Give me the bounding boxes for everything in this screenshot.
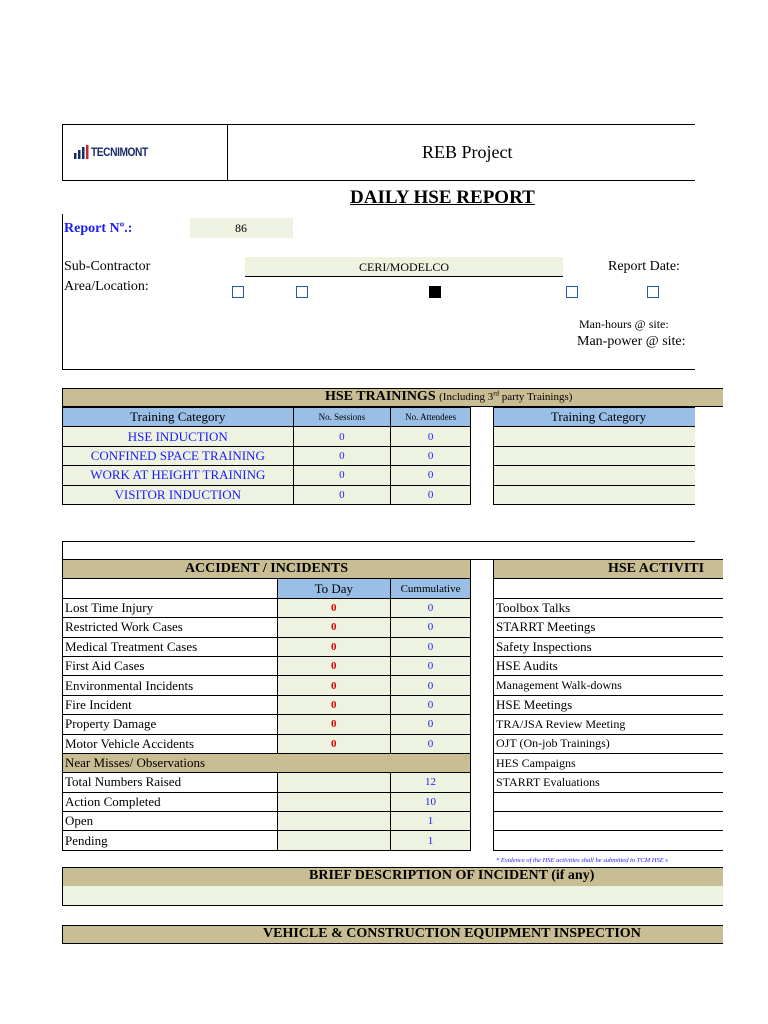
incident-name: Environmental Incidents [63,676,278,695]
trainings-title-sub-a: (Including 3 [439,391,494,403]
incident-row [63,656,471,675]
area-checkbox-3[interactable] [429,286,441,298]
incidents-header-row [63,579,471,598]
activities-blank-row [494,579,724,598]
col-sessions: No. Sessions [293,408,391,427]
training-row [63,466,471,485]
incident-row [63,618,471,637]
incident-name: Motor Vehicle Accidents [63,734,278,753]
area-checkbox-4[interactable] [566,286,578,298]
activity-row [494,715,724,734]
training-right-row[interactable] [494,427,696,446]
near-miss-name: Action Completed [63,792,278,811]
activities-title-row [494,560,724,579]
company-logo [74,145,158,159]
activity-row [494,598,724,617]
training-name: VISITOR INDUCTION [63,485,294,504]
incident-row [63,734,471,753]
trainings-title-sup: rd [493,389,500,398]
incident-today[interactable]: 0 [277,715,391,734]
area-checkbox-5[interactable] [647,286,659,298]
logo-text: TECNIMONT [91,145,148,159]
incident-cumulative[interactable]: 0 [391,676,471,695]
activities-title: HSE ACTIVITI [494,560,724,579]
near-miss-value[interactable]: 12 [391,773,471,792]
incident-row [63,637,471,656]
manhours-label: Man-hours @ site: [579,317,669,331]
training-sessions[interactable]: 0 [293,466,391,485]
activity-name [494,831,724,850]
activity-row [494,792,724,811]
incident-cumulative[interactable]: 0 [391,734,471,753]
training-row [63,446,471,465]
report-no-value: 86 [235,221,247,235]
area-checkbox-1[interactable] [232,286,244,298]
area-checkbox-2[interactable] [296,286,308,298]
activity-name: TRA/JSA Review Meeting [494,715,724,734]
activity-name [494,792,724,811]
activity-name: STARRT Evaluations [494,773,724,792]
subcontractor-label: Sub-Contractor [64,259,151,274]
activity-row [494,637,724,656]
trainings-title-sub-b: party Trainings) [499,391,573,403]
col-attendees: No. Attendees [391,408,471,427]
activities-footnote: * Evidence of the HSE activities shall be submitted to TCM HSE s [496,857,668,864]
training-attendees[interactable]: 0 [391,466,471,485]
near-miss-name: Pending [63,831,278,850]
near-miss-name: Open [63,812,278,831]
incidents-title: ACCIDENT / INCIDENTS [63,560,471,579]
near-miss-title-row [63,753,471,772]
area-label: Area/Location: [64,279,149,294]
incident-name: Restricted Work Cases [63,618,278,637]
activity-row [494,676,724,695]
near-miss-title: Near Misses/ Observations [63,753,471,772]
incident-row [63,598,471,617]
near-miss-value[interactable]: 1 [391,812,471,831]
activity-row [494,656,724,675]
trainings-table [62,407,471,505]
near-miss-row [63,792,471,811]
incident-today[interactable]: 0 [277,598,391,617]
near-miss-value[interactable]: 10 [391,792,471,811]
incident-row [63,676,471,695]
incident-name: Medical Treatment Cases [63,637,278,656]
training-row [63,427,471,446]
training-name: WORK AT HEIGHT TRAINING [63,466,294,485]
incident-today[interactable]: 0 [277,734,391,753]
near-miss-row [63,773,471,792]
activity-row [494,831,724,850]
activity-name: Toolbox Talks [494,598,724,617]
incident-cumulative[interactable]: 0 [391,695,471,714]
activity-name: Management Walk-downs [494,676,724,695]
near-miss-row [63,812,471,831]
incident-cumulative[interactable]: 0 [391,715,471,734]
training-row [63,485,471,504]
trainings-header-row [63,408,471,427]
activity-name: OJT (On-job Trainings) [494,734,724,753]
col-today: To Day [277,579,391,598]
trainings-right-table [493,407,695,505]
training-attendees[interactable]: 0 [391,485,471,504]
incident-row [63,715,471,734]
activities-table [493,559,723,851]
activity-row [494,753,724,772]
project-title: REB Project [422,142,513,162]
activity-name: Safety Inspections [494,637,724,656]
incident-name: Lost Time Injury [63,598,278,617]
activity-name [494,812,724,831]
training-attendees[interactable]: 0 [391,446,471,465]
activity-name: HSE Audits [494,656,724,675]
brief-title: BRIEF DESCRIPTION OF INCIDENT (if any) [309,868,595,883]
trainings-right-header-row [494,408,696,427]
activity-row [494,812,724,831]
training-name: CONFINED SPACE TRAINING [63,446,294,465]
report-no-label: Report Nº.: [64,221,133,236]
activity-row [494,773,724,792]
training-sessions[interactable]: 0 [293,485,391,504]
header-divider [227,124,228,181]
training-attendees[interactable]: 0 [391,427,471,446]
subcontractor-field[interactable] [245,257,563,277]
trainings-title-sub [439,391,572,403]
near-miss-value[interactable]: 1 [391,831,471,850]
incident-today[interactable]: 0 [277,695,391,714]
incident-name: Property Damage [63,715,278,734]
manpower-label: Man-power @ site: [577,334,686,349]
training-name: HSE INDUCTION [63,427,294,446]
logo-bars-icon [74,145,90,159]
activity-name: HSE Meetings [494,695,724,714]
section-top-box [62,541,695,560]
incident-cumulative[interactable]: 0 [391,656,471,675]
incident-today[interactable]: 0 [277,637,391,656]
col-cumulative: Cummulative [391,579,471,598]
activity-row [494,734,724,753]
report-title: DAILY HSE REPORT [350,187,535,208]
col-training-category: Training Category [63,408,294,427]
training-sessions[interactable]: 0 [293,446,391,465]
incident-cumulative[interactable]: 0 [391,598,471,617]
activity-name: HES Campaigns [494,753,724,772]
near-miss-row [63,831,471,850]
incident-name: Fire Incident [63,695,278,714]
trainings-title-main: HSE TRAININGS [325,389,436,404]
training-right-row[interactable] [494,446,696,465]
near-miss-name: Total Numbers Raised [63,773,278,792]
training-sessions[interactable]: 0 [293,427,391,446]
trainings-title [325,389,572,405]
incident-today[interactable]: 0 [277,618,391,637]
incident-cumulative[interactable]: 0 [391,618,471,637]
training-right-row[interactable] [494,485,696,504]
activity-name: STARRT Meetings [494,618,724,637]
incident-cumulative[interactable]: 0 [391,637,471,656]
incident-row [63,695,471,714]
report-no-field[interactable] [190,218,293,238]
incidents-table [62,559,471,851]
activity-row [494,618,724,637]
brief-description-field[interactable] [62,886,723,906]
incident-today[interactable]: 0 [277,676,391,695]
activity-row [494,695,724,714]
incidents-title-row [63,560,471,579]
report-date-label: Report Date: [608,259,680,274]
subcontractor-value: CERI/MODELCO [359,260,449,274]
training-right-row[interactable] [494,466,696,485]
incident-today[interactable]: 0 [277,656,391,675]
vehicle-title: VEHICLE & CONSTRUCTION EQUIPMENT INSPECTION [263,926,641,941]
col-training-category-right: Training Category [494,408,696,427]
incident-name: First Aid Cases [63,656,278,675]
